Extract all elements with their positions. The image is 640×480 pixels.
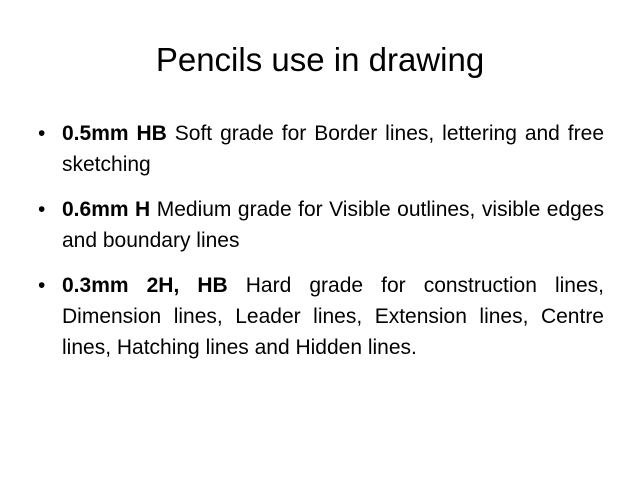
- bullet-item: [38, 194, 604, 256]
- bullet-icon: •: [38, 274, 46, 297]
- pencil-spec: 0.6mm H: [62, 198, 151, 221]
- bullet-icon: •: [38, 122, 46, 145]
- pencil-description: Medium grade for Visible outlines, visible edges and boundary lines: [62, 198, 604, 252]
- pencil-spec: 0.3mm 2H, HB: [62, 274, 228, 297]
- bullet-list: [38, 118, 604, 377]
- pencil-description: Hard grade for construction lines, Dimension lines, Leader lines, Extension lines, Centre lines, Hatching lines and Hidden lines.: [62, 274, 605, 359]
- pencil-description: Soft grade for Border lines, lettering and free sketching: [62, 122, 604, 176]
- bullet-icon: •: [38, 198, 46, 221]
- bullet-item: [38, 118, 604, 180]
- pencil-spec: 0.5mm HB: [62, 122, 167, 145]
- bullet-item: [38, 270, 604, 363]
- slide-title: Pencils use in drawing: [155, 41, 485, 78]
